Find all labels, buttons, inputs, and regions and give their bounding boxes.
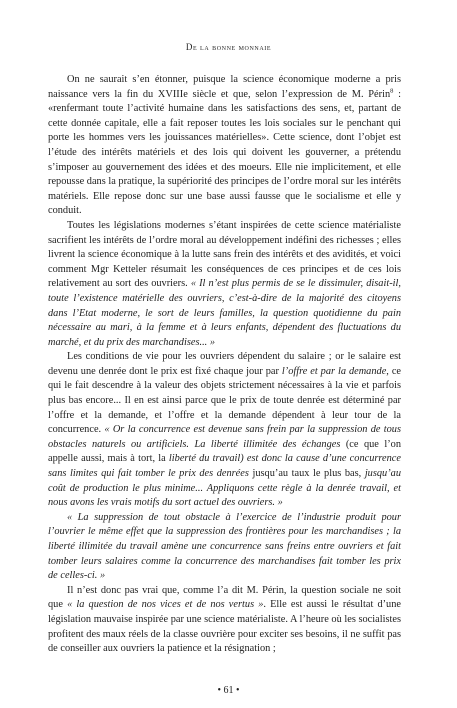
italic-run: « Il n’est plus permis de se le dissimuler, disait-il, toute l’existence matérielle des ouvriers, c’est-à-dire de la majorité des citoyens dans l’Etat moderne, le sort de leurs familles, la question quotidienne du pain nécessaire au mari, à la femme et à leurs enfants, dépendent des fluctuations du marché, et du prix des marchandises... » — [48, 278, 401, 348]
paragraph-2 — [48, 219, 401, 350]
italic-run: « Or la concurrence est devenue sans frein par la suppression de tous obstacles naturels ou artificiels. La liberté illimitée des échanges — [48, 424, 401, 450]
text-run: On ne saurait s’en étonner, puisque la science économique moderne a pris naissance vers la fin du XVIIIe siècle et que, selon l’expression de M. Périn — [48, 74, 401, 100]
paragraph-1 — [48, 73, 401, 219]
italic-run: jusqu’au coût de production le plus minime... Appliquons cette règle à la denrée travail, et nous avons les vrais motifs du sort actuel des ouvriers. » — [48, 468, 402, 509]
running-head: De la bonne monnaie — [185, 42, 272, 52]
text-run: jusqu’au taux le plus bas, — [248, 468, 365, 480]
text-run: , ce qui le fait descendre à la valeur des objets strictement nécessaires à la vie et parfois plus bas encore... Il en est ainsi parce que le prix de toute denrée est déterminé par l’offre et la demande, et l’offre et la demande dépendent à leur tour de la concurrence. — [48, 365, 401, 436]
italic-run: l’offre et par la demande — [281, 365, 387, 377]
text-run: : «renfermant toute l’activité humaine dans les satisfactions des sens, et, partant de cette donnée capitale, elle a fait reposer toutes les lois sociales sur le penchant qui porte les hommes vers les jouissances matérielles». Cette science, dont l’objet est l’étude des intérêts matériels et des lois qui doivent les gouverner, a prétendu s’imposer au gouvernement des idées et des moeurs. Elle nie implicitement, et elle repousse dans la pratique, la supériorité des principes de l’ordre moral sur les intérêts matériels. Elle repose donc sur une base aussi fausse que le socialisme et elle y conduit. — [48, 88, 402, 217]
footnote-marker: 8 — [390, 87, 394, 95]
text-run: Les conditions de vie pour les ouvriers dépendent du salaire ; or le salaire est devenu une denrée dont le prix est fixé chaque jour par — [48, 351, 401, 377]
italic-run: liberté du travail) est donc la cause d’une concurrence sans limites qui fait tomber le prix des denrées — [48, 453, 401, 480]
paragraph-3 — [48, 350, 401, 511]
paragraph-4 — [48, 511, 401, 584]
paragraph-5 — [48, 584, 401, 657]
text-run: . Elle est aussi le résultat d’une législation mauvaise inspirée par une science matérialiste. A l’heure où les socialistes profitent des maux réels de la classe ouvrière pour exciter ses besoins, il ne suffit pas de conseiller aux ouvriers la patience et la résignation ; — [48, 599, 401, 655]
text-run: Toutes les législations modernes s’étant inspirées de cette science matérialiste sacrifient les intérêts de l’ordre moral au développement indéfini des richesses ; elles livrent la science économique à la lutte sans frein des intérêts et des avidités, et voici comment Mgr Ketteler résumait les conséquences de ces principes et de ces lois relativement au sort des ouvriers. — [48, 219, 401, 290]
body-text — [48, 73, 401, 657]
text-run: Il n’est donc pas vrai que, comme l’a dit M. Périn, la question sociale ne soit que — [48, 584, 401, 611]
text-run: (ce que l’on appelle aussi, mais à tort, la — [48, 438, 401, 465]
italic-run: « la question de nos vices et de nos vertus » — [67, 599, 264, 611]
italic-run: « La suppression de tout obstacle à l’exercice de l’industrie produit pour l’ouvrier le même effet que la suppression des frontières pour les marchandises ; la liberté illimitée du travail amène une concurrence sans freins entre ouvriers et fait tomber leurs salaires comme la concurrence des marchandises fait tomber les prix de celles-ci. » — [48, 511, 401, 582]
page-number: • 61 • — [217, 685, 240, 696]
